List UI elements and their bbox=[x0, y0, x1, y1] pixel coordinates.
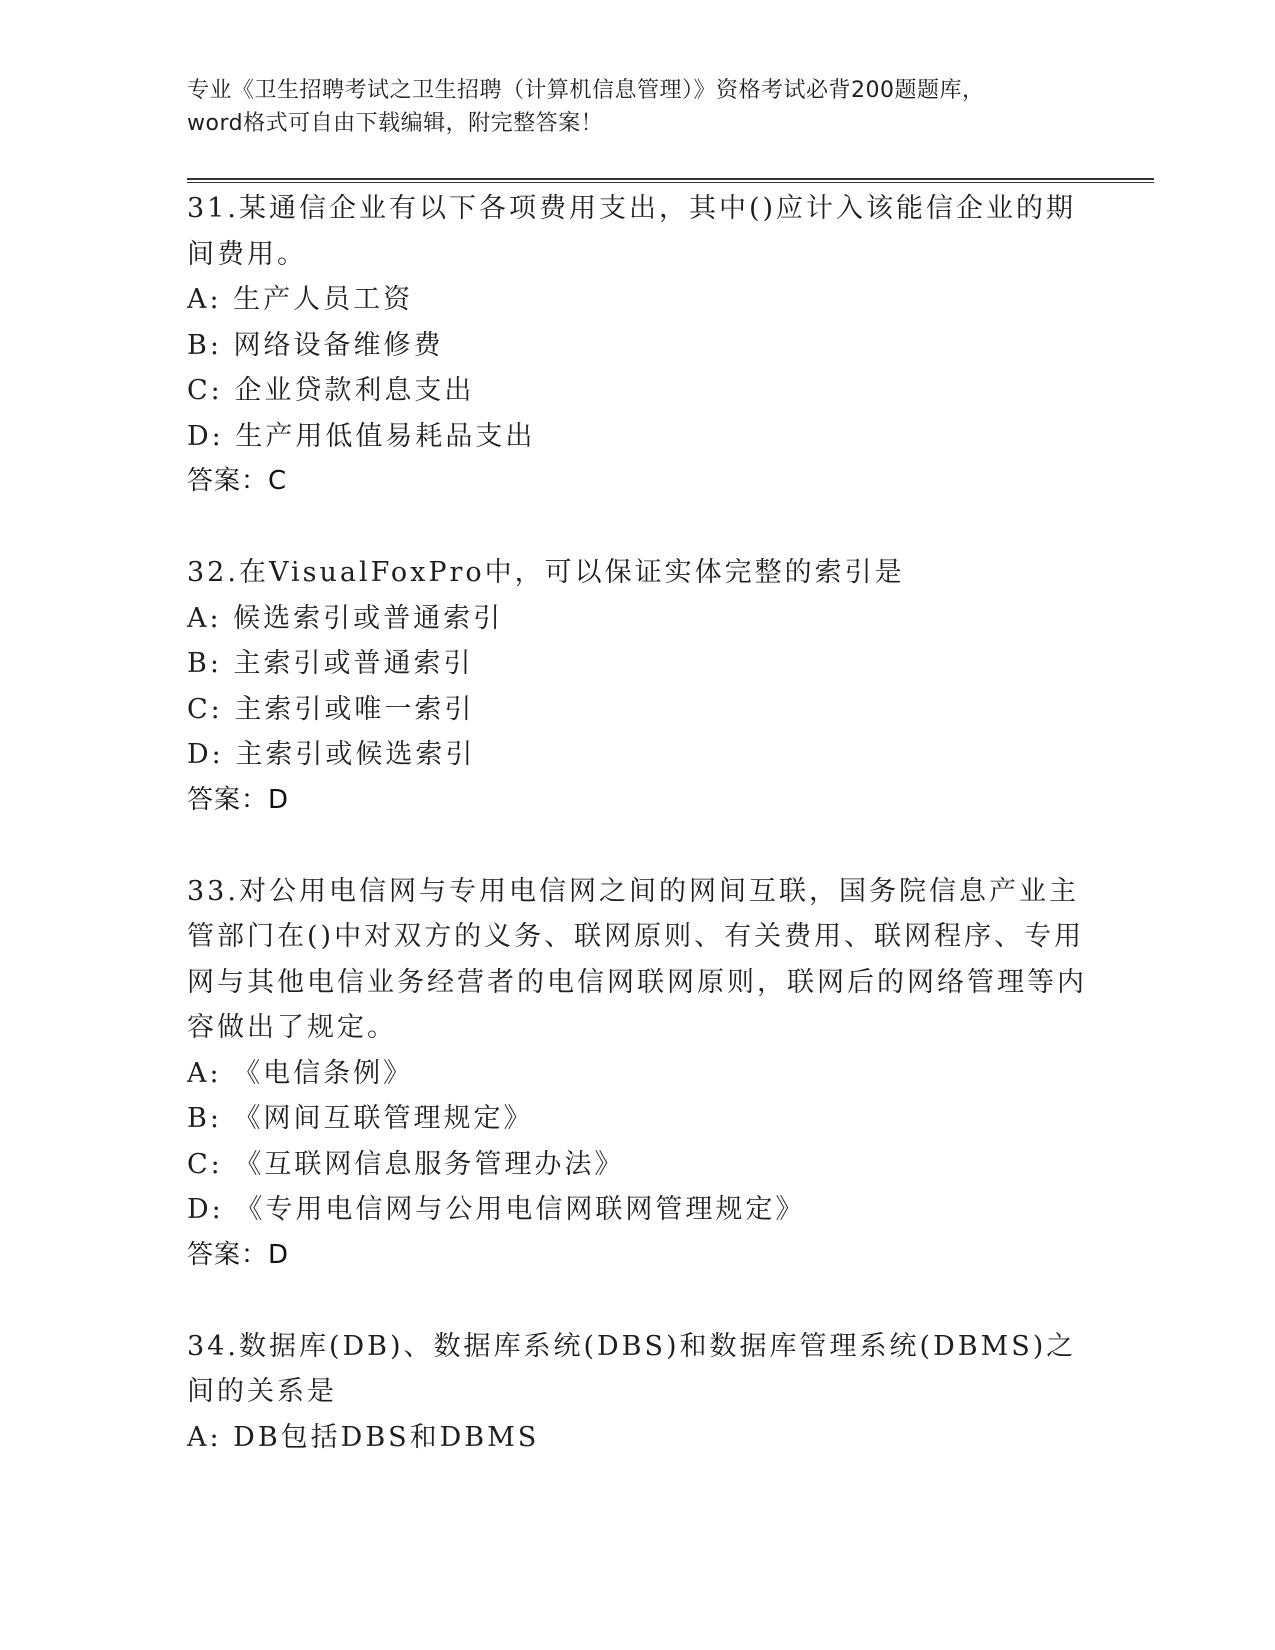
option-c: C: 主索引或唯一索引 bbox=[187, 693, 475, 725]
question-stem: 34.数据库(DB)、数据库系统(DBS)和数据库管理系统(DBMS)之间的关系是 bbox=[187, 1330, 1077, 1407]
question-34 bbox=[187, 1324, 1092, 1461]
option-b: B: 《网间互联管理规定》 bbox=[187, 1103, 534, 1134]
option-c: C: 企业贷款利息支出 bbox=[187, 375, 475, 406]
question-stem: 33.对公用电信网与专用电信网之间的网间互联，国务院信息产业主管部门在()中对双方的义务、联网原则、有关费用、联网程序、专用网与其他电信业务经营者的电信网联网原则，联网后的网络管理等内容做出了规定。 bbox=[187, 875, 1087, 1043]
option-d: D: 主索引或候选索引 bbox=[187, 739, 476, 770]
option-d: D: 《专用电信网与公用电信网联网管理规定》 bbox=[187, 1194, 806, 1225]
question-stem: 31.某通信企业有以下各项费用支出，其中()应计入该能信企业的期间费用。 bbox=[187, 193, 1077, 270]
document-header bbox=[187, 74, 1087, 140]
option-b: B: 主索引或普通索引 bbox=[187, 648, 474, 679]
header-line-1: 专业《卫生招聘考试之卫生招聘（计算机信息管理）》资格考试必背200题题库， bbox=[187, 78, 985, 103]
answer-line: 答案：D bbox=[187, 784, 290, 815]
question-stem: 32.在VisualFoxPro中，可以保证实体完整的索引是 bbox=[187, 557, 905, 588]
option-c: C: 《互联网信息服务管理办法》 bbox=[187, 1148, 625, 1180]
header-line-2: word格式可自由下载编辑，附完整答案！ bbox=[187, 111, 604, 136]
option-b: B: 网络设备维修费 bbox=[187, 329, 444, 361]
answer-line: 答案：D bbox=[187, 1239, 290, 1270]
option-d: D: 生产用低值易耗品支出 bbox=[187, 420, 536, 452]
question-32 bbox=[187, 550, 1092, 823]
option-a: A: 生产人员工资 bbox=[187, 284, 414, 315]
option-a: A: 《电信条例》 bbox=[187, 1057, 414, 1089]
question-list bbox=[187, 186, 1092, 1460]
header-divider bbox=[187, 178, 1154, 183]
question-33 bbox=[187, 869, 1092, 1279]
option-a: A: 候选索引或普通索引 bbox=[187, 602, 504, 634]
answer-line: 答案：C bbox=[187, 466, 288, 496]
option-a: A: DB包括DBS和DBMS bbox=[187, 1421, 540, 1453]
question-31 bbox=[187, 186, 1092, 505]
